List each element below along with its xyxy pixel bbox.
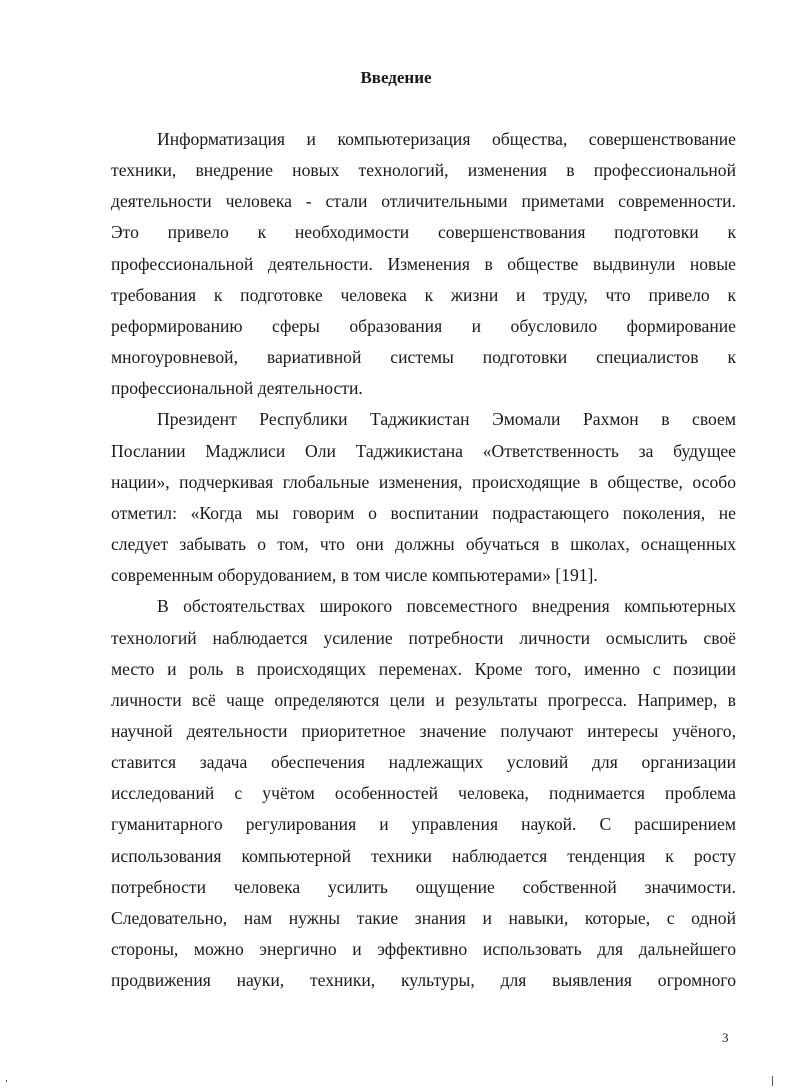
text-line: Следовательно, нам нужны такие знания и навыки, которые, с одной — [111, 907, 736, 928]
scan-artifact — [772, 1076, 773, 1086]
text-line: Информатизация и компьютеризация общества, совершенствование — [157, 129, 736, 149]
text-line: потребности человека усилить ощущение собственной значимости. — [111, 876, 736, 897]
text-line: ставится задача обеспечения надлежащих условий для организации — [111, 752, 736, 773]
text-line: использования компьютерной техники наблюдается тенденция к росту — [111, 845, 736, 866]
text-line: Президент Республики Таджикистан Эмомали Рахмон в своем — [157, 409, 736, 430]
text-line: нации», подчеркивая глобальные изменения, происходящие в обществе, особо — [111, 471, 736, 492]
text-line: технологий наблюдается усиление потребности личности осмыслить своё — [111, 627, 736, 648]
text-line: гуманитарного регулирования и управления наукой. С расширением — [111, 814, 736, 835]
text-line: продвижения науки, техники, культуры, для выявления огромного — [111, 970, 736, 991]
text-line: современным оборудованием, в том числе компьютерами» [191]. — [111, 565, 598, 586]
page-number: 3 — [722, 1030, 729, 1045]
paragraph-1 — [111, 124, 736, 404]
text-line: Это привело к необходимости совершенствования подготовки к — [111, 222, 736, 243]
text-line: профессиональной деятельности. — [111, 378, 363, 399]
text-line: стороны, можно энергично и эффективно использовать для дальнейшего — [111, 939, 736, 960]
text-line: профессиональной деятельности. Изменения в обществе выдвинули новые — [111, 253, 736, 274]
text-line: отметил: «Когда мы говорим о воспитании подрастающего поколения, не — [111, 502, 736, 523]
text-line: личности всё чаще определяются цели и результаты прогресса. Например, в — [111, 689, 736, 710]
text-line: следует забывать о том, что они должны обучаться в школах, оснащенных — [111, 534, 736, 555]
text-line: многоуровневой, вариативной системы подготовки специалистов к — [111, 347, 736, 368]
body-text — [111, 124, 736, 996]
text-line: Послании Маджлиси Оли Таджикистана «Ответственность за будущее — [111, 440, 736, 461]
text-line: деятельности человека - стали отличительными приметами современности. — [111, 191, 736, 212]
page-title: Введение — [360, 68, 432, 87]
text-line: требования к подготовке человека к жизни и труду, что привело к — [111, 284, 736, 305]
text-line: техники, внедрение новых технологий, изменения в профессиональной — [111, 160, 736, 181]
text-line: научной деятельности приоритетное значение получают интересы учёного, — [111, 720, 736, 741]
paragraph-3 — [111, 591, 736, 996]
paragraph-2 — [111, 404, 736, 591]
text-line: место и роль в происходящих переменах. Кроме того, именно с позиции — [111, 658, 736, 679]
text-line: В обстоятельствах широкого повсеместного внедрения компьютерных — [157, 596, 736, 617]
text-line: реформированию сферы образования и обусловило формирование — [111, 315, 736, 336]
text-line: исследований с учётом особенностей человека, поднимается проблема — [111, 783, 736, 804]
scan-artifact — [6, 1080, 7, 1082]
